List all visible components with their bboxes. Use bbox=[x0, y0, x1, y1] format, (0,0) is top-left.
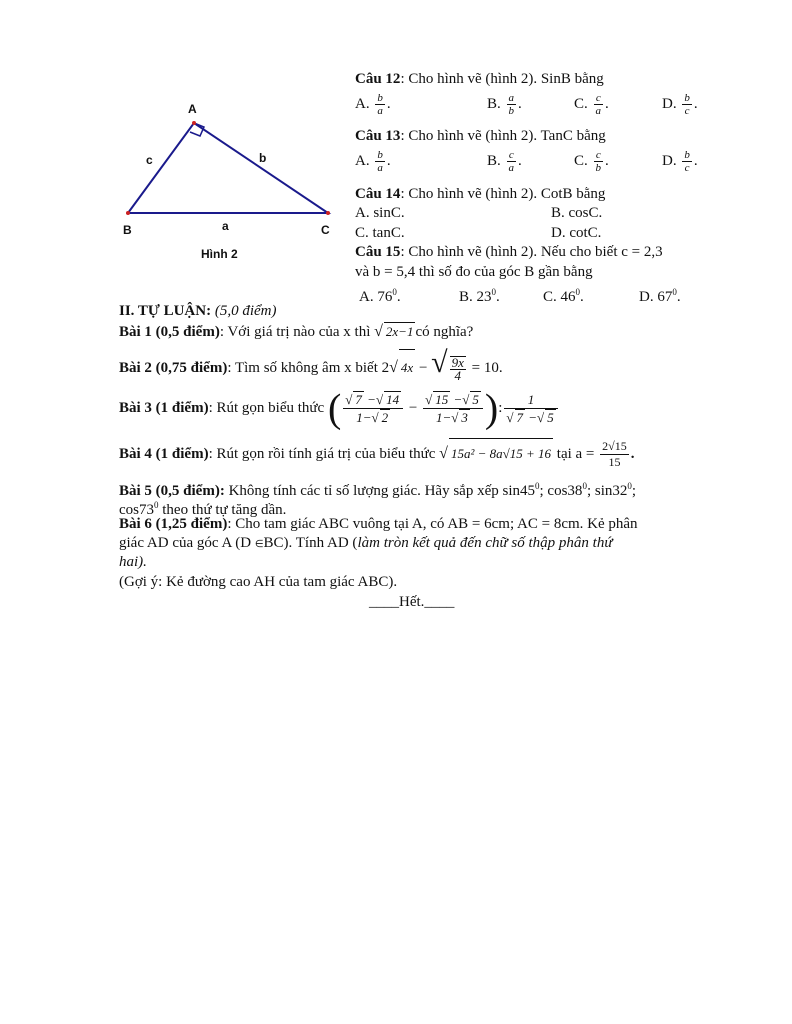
q14-text: : Cho hình vẽ (hình 2). CotB bằng bbox=[400, 186, 606, 202]
q12-label: Câu 12 bbox=[355, 71, 401, 87]
q13-option-b: B. $\frac{c}{a}$ . bbox=[487, 149, 522, 174]
q13-text: : Cho hình vẽ (hình 2). TanC bằng bbox=[400, 128, 606, 144]
label-c: C bbox=[321, 223, 330, 237]
q14-option-c: C. tanC. bbox=[355, 225, 405, 241]
q12-option-c: C. $\frac{c}{a}$ . bbox=[574, 92, 609, 117]
vertex-dot-b bbox=[126, 211, 130, 215]
q15-option-b: B. $23^0$. bbox=[459, 287, 500, 305]
q15-option-c: C. $46^0$. bbox=[543, 287, 584, 305]
q13-option-d: D. $\frac{b}{c}$ . bbox=[662, 149, 698, 174]
q14-option-a: A. sinC. bbox=[355, 205, 405, 221]
bai-2-label: Bài 2 (0,75 điểm) bbox=[119, 360, 228, 376]
q15-line bbox=[355, 243, 663, 261]
bai-6-label: Bài 6 (1,25 điểm) bbox=[119, 516, 228, 532]
bai-5-line1: Bài 5 (0,5 điểm): Không tính các tỉ số lượng giác. Hãy sắp xếp $\sin 45^0$; $\cos 38^0$; $\sin 32^0$; bbox=[119, 481, 637, 499]
bai-3: Bài 3 (1 điểm): Rút gọn biểu thức ( $\frac{√ 7 -√ 14}{1-√ 2}$ − $\frac{√ 15 -√ 5}{1-√ 3}$ ): $\frac{1}{√ 7 -√ 5}$ bbox=[119, 386, 560, 430]
bai-6-line1: Bài 6 (1,25 điểm): Cho tam giác ABC vuông tại A, có AB = 6cm; AC = 8cm. Kẻ phân bbox=[119, 516, 638, 532]
q15-option-d: D. $67^0$. bbox=[639, 287, 681, 305]
section-2-heading: II. TỰ LUẬN: (5,0 điểm) bbox=[119, 303, 277, 319]
vertex-dot-c bbox=[326, 211, 330, 215]
q12-option-a: A. $\frac{b}{a}$ . bbox=[355, 92, 391, 117]
triangle-abc bbox=[128, 123, 328, 213]
label-side-a: a bbox=[222, 219, 229, 233]
label-side-b: b bbox=[259, 151, 267, 165]
bai-2: Bài 2 (0,75 điểm): Tìm số không âm x biết 2√ 4x − √ $\frac{9x}{4}$ = 10. bbox=[119, 345, 503, 386]
q12-option-d: D. $\frac{b}{c}$ . bbox=[662, 92, 698, 117]
bai-6-line2: giác AD của góc A (D ∈BC). Tính AD (làm tròn kết quả đến chữ số thập phân thứ bbox=[119, 535, 613, 551]
q15-line2: và b = 5,4 thì số đo của góc B gần bằng bbox=[355, 264, 593, 280]
bai-4-label: Bài 4 (1 điểm) bbox=[119, 446, 209, 462]
label-side-c: c bbox=[146, 153, 153, 167]
q13-label: Câu 13 bbox=[355, 128, 401, 144]
q12-option-b: B. $\frac{a}{b}$ . bbox=[487, 92, 522, 117]
q14-option-d: D. cotC. bbox=[551, 225, 602, 241]
bai-1-label: Bài 1 (0,5 điểm) bbox=[119, 324, 220, 340]
q14-line bbox=[355, 185, 605, 203]
q13-line bbox=[355, 127, 606, 145]
bai-4: Bài 4 (1 điểm): Rút gọn rồi tính giá trị của biểu thức √ 15a² − 8a√15 + 16 tại a = $\frac{2√15}{15}$ . bbox=[119, 439, 635, 470]
q13-option-c: C. $\frac{c}{b}$ . bbox=[574, 149, 609, 174]
bai-6-line3: hai). bbox=[119, 554, 147, 570]
q13-option-a: A. $\frac{b}{a}$ . bbox=[355, 149, 391, 174]
label-a: A bbox=[188, 102, 197, 116]
q15-text: : Cho hình vẽ (hình 2). Nếu cho biết c = 2,3 bbox=[400, 244, 663, 260]
q14-option-b: B. cosC. bbox=[551, 205, 603, 221]
triangle-figure bbox=[110, 95, 370, 275]
bai-5-label: Bài 5 (0,5 điểm): bbox=[119, 483, 225, 499]
q12-text: : Cho hình vẽ (hình 2). SinB bằng bbox=[400, 71, 604, 87]
end-marker: ____Hết.____ bbox=[369, 594, 455, 610]
bai-3-label: Bài 3 (1 điểm) bbox=[119, 400, 209, 416]
bai-1: Bài 1 (0,5 điểm): Với giá trị nào của x thì √ 2x−1 có nghĩa? bbox=[119, 323, 474, 340]
vertex-dot-a bbox=[192, 121, 196, 125]
label-b: B bbox=[123, 223, 132, 237]
bai-5-line2: $\cos 73^0$ theo thứ tự tăng dần. bbox=[119, 500, 287, 518]
q15-label: Câu 15 bbox=[355, 244, 401, 260]
figure-caption: Hình 2 bbox=[201, 247, 238, 261]
q15-option-a: A. $76^0$. bbox=[359, 287, 401, 305]
hint: (Gợi ý: Kẻ đường cao AH của tam giác ABC). bbox=[119, 574, 398, 590]
q12-line bbox=[355, 70, 604, 88]
q14-label: Câu 14 bbox=[355, 186, 401, 202]
